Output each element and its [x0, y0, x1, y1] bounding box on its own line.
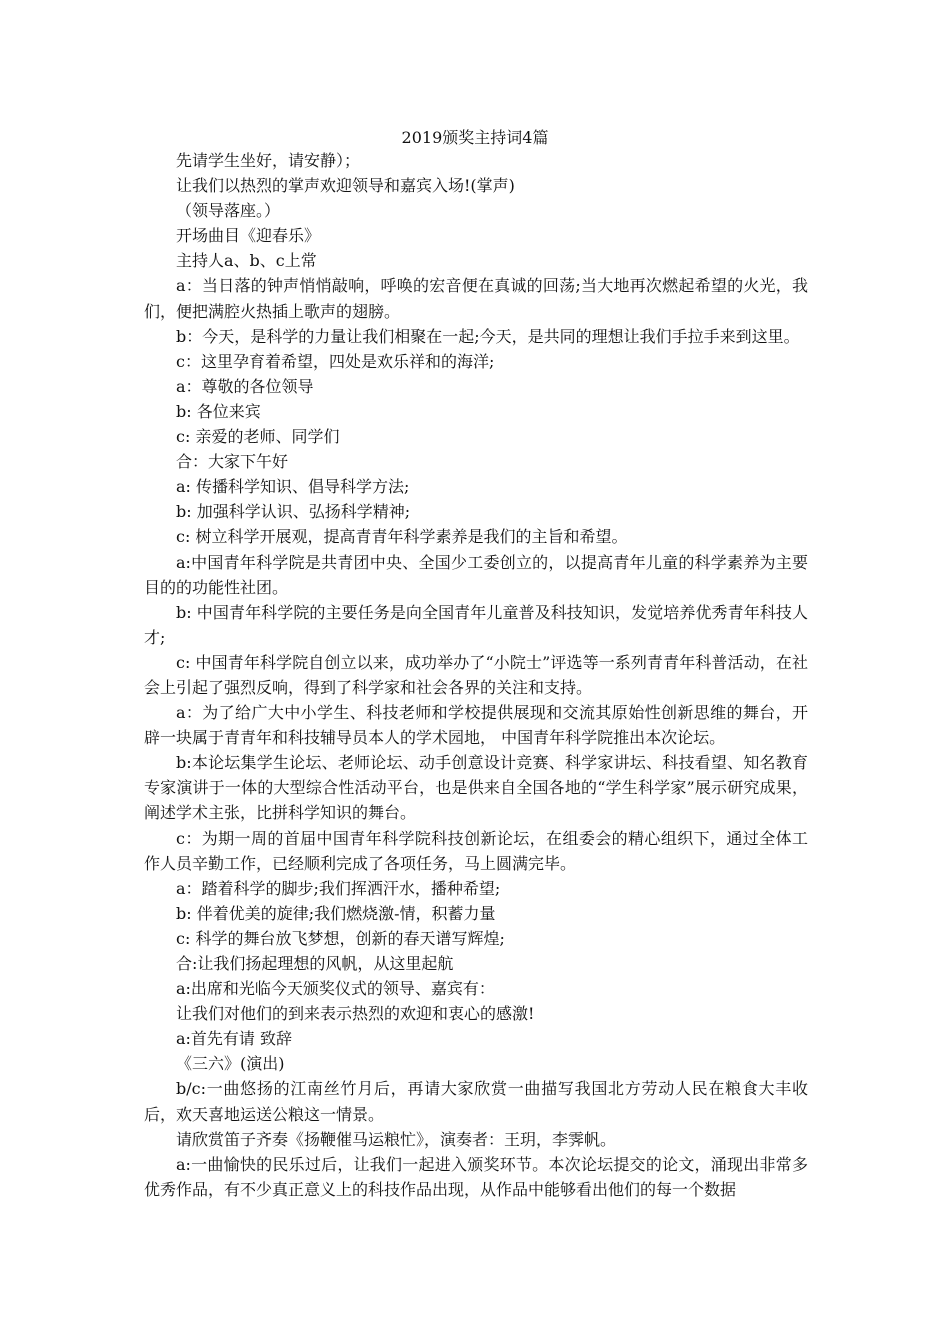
paragraph: a:首先有请 致辞 — [176, 1029, 293, 1049]
paragraph: c: 中国青年科学院自创立以来，成功举办了“小院士”评选等一系列青青年科普活动，在社会上引起了强烈反响，得到了科学家和社会各界的关注和支持。 — [144, 652, 808, 697]
paragraph: b: 各位来宾 — [176, 401, 261, 421]
paragraph: 合:让我们扬起理想的风帆，从这里起航 — [176, 954, 454, 973]
paragraph: a:一曲愉快的民乐过后，让我们一起进入颁奖环节。本次论坛提交的论文，涌现出非常多优秀作品，有不少真正意义上的科技作品出现，从作品中能够看出他们的每一个数据 — [144, 1154, 808, 1199]
paragraph: 请欣赏笛子齐奏《扬鞭催马运粮忙》，演奏者：王玥，李霁帆。 — [176, 1129, 617, 1149]
paragraph: a：当日落的钟声悄悄敲响，呼唤的宏音便在真诚的回荡;当大地再次燃起希望的火光，我们，便把满腔火热插上歌声的翅膀。 — [144, 276, 808, 321]
paragraph: 先请学生坐好，请安静）； — [176, 151, 361, 170]
paragraph: b: 加强科学认识、弘扬科学精神; — [176, 502, 411, 522]
document-title: 2019颁奖主持词4篇 — [401, 128, 549, 147]
paragraph: a:出席和光临今天颁奖仪式的领导、嘉宾有： — [176, 979, 495, 999]
paragraph: b:本论坛集学生论坛、老师论坛、动手创意设计竞赛、科学家讲坛、科技看望、知名教育专家演讲于一体的大型综合性活动平台，也是供来自全国各地的“学生科学家”展示研究成果，阐述学术主张，比拼科学知识的舞台。 — [144, 753, 808, 823]
paragraph: a: 传播科学知识、倡导科学方法; — [176, 477, 410, 497]
paragraph: （领导落座。） — [176, 201, 281, 221]
paragraph: 让我们对他们的到来表示热烈的欢迎和衷心的感激! — [176, 1004, 535, 1024]
paragraph: c: 树立科学开展观，提高青青年科学素养是我们的主旨和希望。 — [176, 527, 628, 547]
paragraph: c：这里孕育着希望，四处是欢乐祥和的海洋; — [176, 351, 495, 371]
paragraph: c: 科学的舞台放飞梦想，创新的春天谱写辉煌; — [176, 928, 505, 948]
paragraph: c: 亲爱的老师、同学们 — [176, 427, 340, 447]
paragraph: a：踏着科学的脚步;我们挥洒汗水，播种希望; — [176, 878, 501, 898]
paragraph: 《三六》(演出) — [176, 1054, 285, 1074]
paragraph: a：为了给广大中小学生、科技老师和学校提供展现和交流其原始性创新思维的舞台，开辟一块属于青青年和科技辅导员本人的学术园地， 中国青年科学院推出本次论坛。 — [144, 703, 808, 748]
paragraph: 开场曲目《迎春乐》 — [176, 226, 321, 246]
document-body — [144, 148, 808, 1202]
paragraph: 主持人a、b、c上常 — [176, 251, 317, 271]
paragraph: 让我们以热烈的掌声欢迎领导和嘉宾入场!(掌声) — [176, 176, 515, 196]
paragraph: a：尊敬的各位领导 — [176, 376, 314, 396]
paragraph: b：今天，是科学的力量让我们相聚在一起;今天，是共同的理想让我们手拉手来到这里。 — [176, 326, 800, 346]
paragraph: 合：大家下午好 — [176, 452, 289, 472]
paragraph: c：为期一周的首届中国青年科学院科技创新论坛，在组委会的精心组织下，通过全体工作人员辛勤工作，已经顺利完成了各项任务，马上圆满完毕。 — [144, 828, 808, 873]
paragraph: b/c:一曲悠扬的江南丝竹月后，再请大家欣赏一曲描写我国北方劳动人民在粮食大丰收后，欢天喜地运送公粮这一情景。 — [144, 1079, 808, 1124]
paragraph: a:中国青年科学院是共青团中央、全国少工委创立的，以提高青年儿童的科学素养为主要目的的功能性社团。 — [144, 552, 808, 597]
paragraph: b: 伴着优美的旋律;我们燃烧激-情，积蓄力量 — [176, 903, 496, 923]
paragraph: b: 中国青年科学院的主要任务是向全国青年儿童普及科技知识，发觉培养优秀青年科技人才; — [144, 602, 808, 647]
